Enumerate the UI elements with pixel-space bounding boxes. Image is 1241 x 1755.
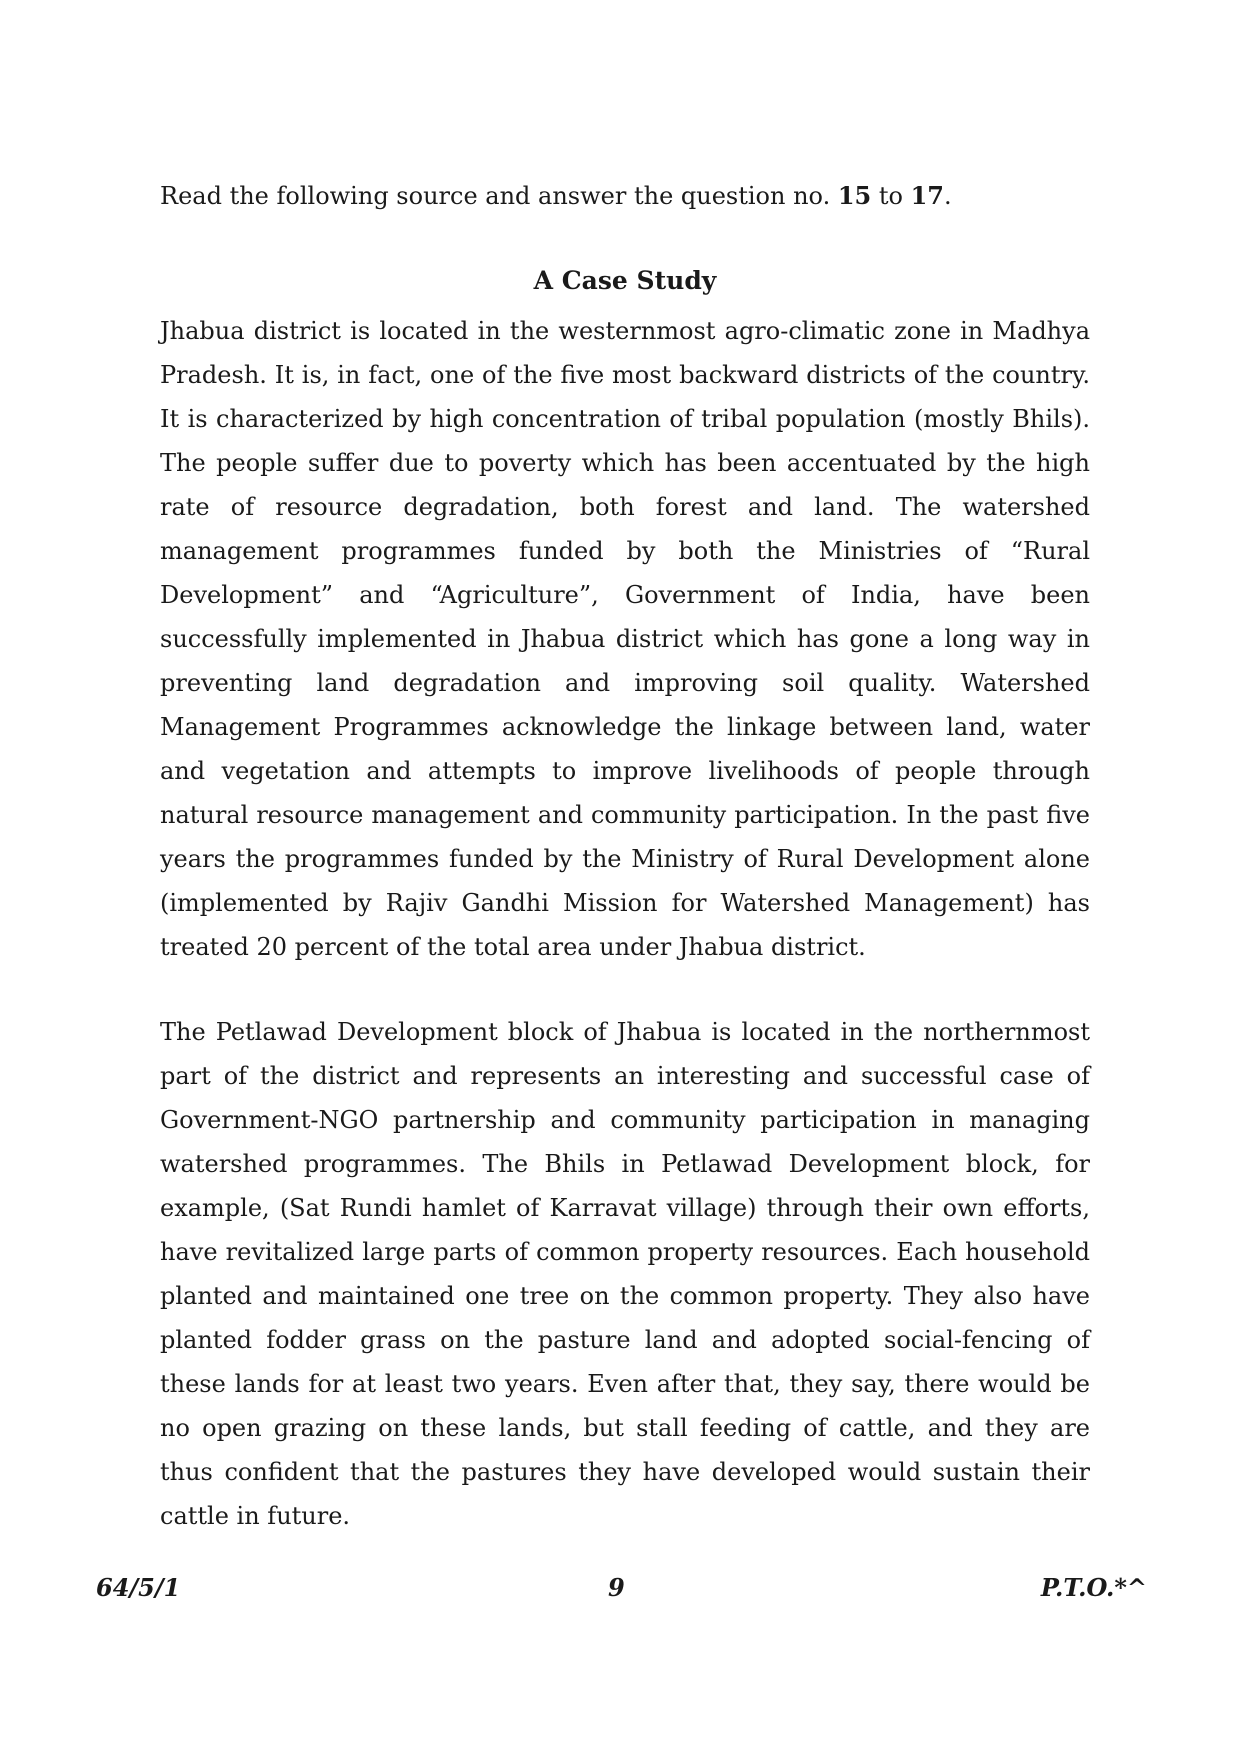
question-start-number: 15: [837, 181, 872, 210]
paper-code: 64/5/1: [96, 1573, 181, 1602]
pto-marker: P.T.O.*^: [1040, 1573, 1147, 1602]
question-end-number: 17: [910, 181, 945, 210]
instruction-line: [160, 180, 1090, 212]
paragraph-jhabua-district: Jhabua district is located in the westernmost agro-climatic zone in Madhya Pradesh. It is, in fact, one of the five most backward districts of the country. It is characterized by high concentration of tribal population (mostly Bhils). The people suffer due to poverty which has been accentuated by the high rate of resource degradation, both forest and land. The watershed management programmes funded by both the Ministries of “Rural Development” and “Agriculture”, Government of India, have been successfully implemented in Jhabua district which has gone a long way in preventing land degradation and improving soil quality. Watershed Management Programmes acknowledge the linkage between land, water and vegetation and attempts to improve livelihoods of people through natural resource management and community participation. In the past five years the programmes funded by the Ministry of Rural Development alone (implemented by Rajiv Gandhi Mission for Watershed Management) has treated 20 percent of the total area under Jhabua district.: [160, 317, 1090, 961]
paragraph-petlawad-block: The Petlawad Development block of Jhabua is located in the northernmost part of the district and represents an interesting and successful case of Government-NGO partnership and community participation in managing watershed programmes. The Bhils in Petlawad Development block, for example, (Sat Rundi hamlet of Karravat village) through their own efforts, have revitalized large parts of common property resources. Each household planted and maintained one tree on the common property. They also have planted fodder grass on the pasture land and adopted social-fencing of these lands for at least two years. Even after that, they say, there would be no open grazing on these lands, but stall feeding of cattle, and they are thus confident that the pastures they have developed would sustain their cattle in future.: [160, 1018, 1090, 1530]
instruction-period: .: [944, 182, 952, 210]
instruction-text: Read the following source and answer the question no.: [160, 182, 838, 210]
instruction-connector: to: [871, 182, 911, 210]
page-number: 9: [608, 1573, 625, 1602]
case-study-heading: A Case Study: [533, 266, 717, 295]
